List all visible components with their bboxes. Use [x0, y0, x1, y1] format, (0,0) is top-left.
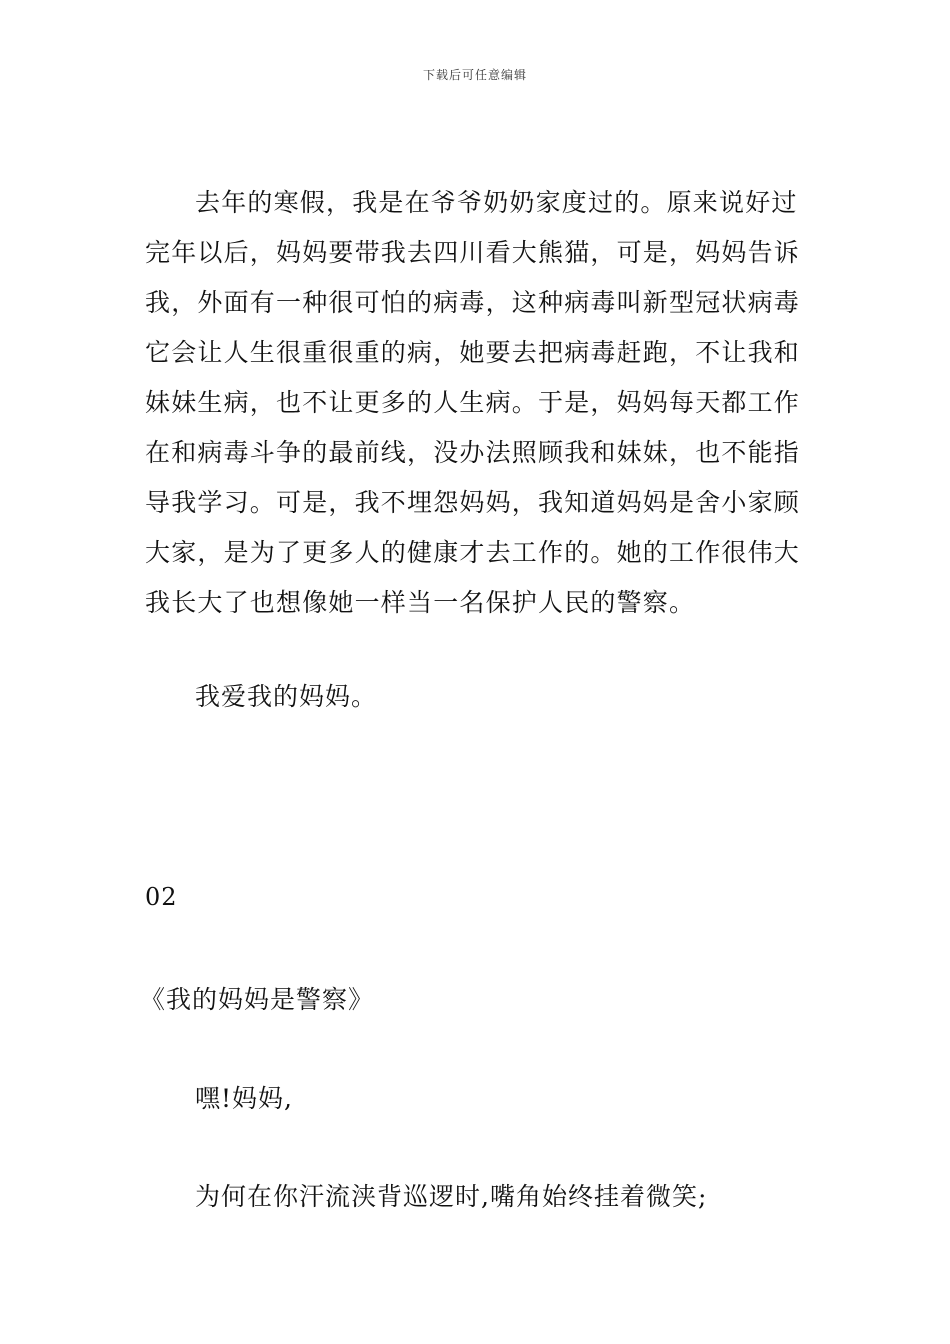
paragraph-1-line: 我，外面有一种很可怕的病毒，这种病毒叫新型冠状病毒 [145, 288, 801, 317]
paragraph-1-line: 完年以后，妈妈要带我去四川看大熊猫，可是，妈妈告诉 [145, 238, 801, 267]
essay-title: 《我的妈妈是警察》 [140, 985, 375, 1014]
paragraph-1 [145, 178, 810, 628]
paragraph-1-line: 它会让人生很重很重的病，她要去把病毒赶跑，不让我和 [145, 338, 801, 367]
paragraph-1-line: 去年的寒假，我是在爷爷奶奶家度过的。原来说好过 [195, 188, 798, 217]
paragraph-2: 我爱我的妈妈。 [195, 682, 378, 711]
poem-line-2: 为何在你汗流浃背巡逻时,嘴角始终挂着微笑; [195, 1182, 708, 1211]
header-note: 下载后可任意编辑 [422, 68, 527, 82]
paragraph-1-line: 大家，是为了更多人的健康才去工作的。她的工作很伟大 [145, 538, 801, 567]
poem-line-1: 嘿!妈妈, [195, 1084, 293, 1113]
section-number: 02 [145, 883, 178, 911]
paragraph-1-line: 我长大了也想像她一样当一名保护人民的警察。 [145, 588, 696, 617]
paragraph-1-line: 妹妹生病，也不让更多的人生病。于是，妈妈每天都工作 [145, 388, 801, 417]
paragraph-1-line: 导我学习。可是，我不埋怨妈妈，我知道妈妈是舍小家顾 [145, 488, 801, 517]
paragraph-1-line: 在和病毒斗争的最前线，没办法照顾我和妹妹，也不能指 [145, 438, 801, 467]
